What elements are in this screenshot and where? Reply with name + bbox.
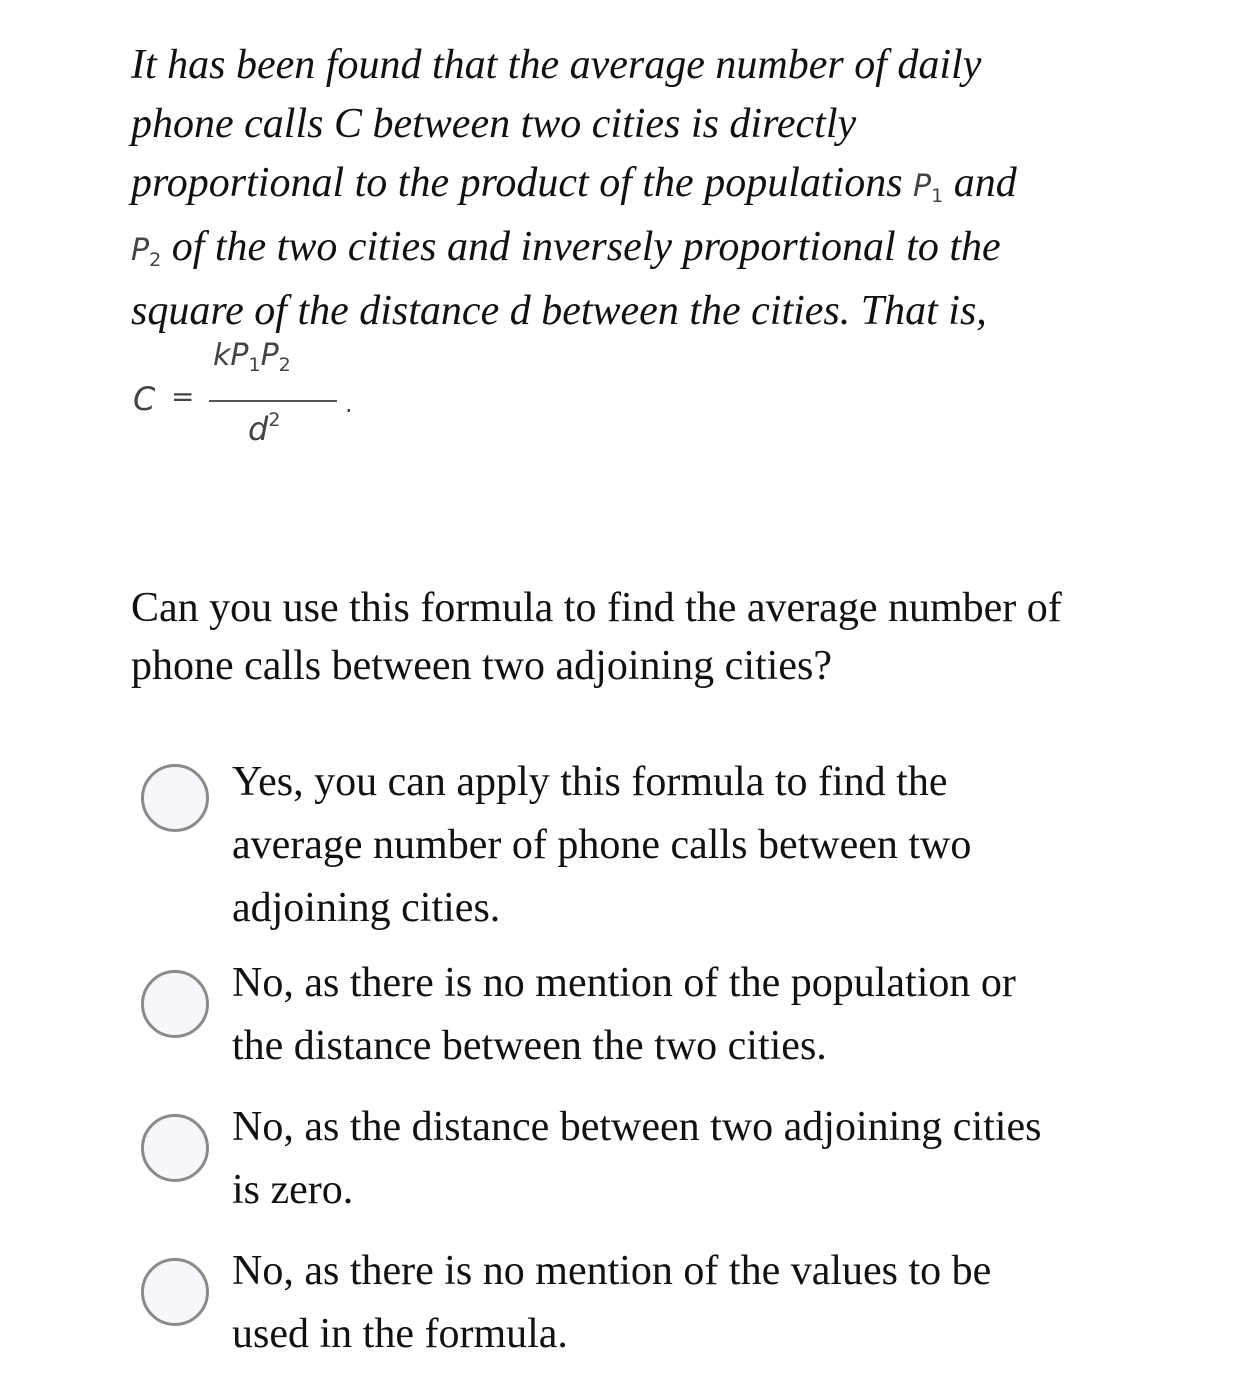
option-label[interactable]: Yes, you can apply this formula to find the average number of phone calls between two adjoining cities. xyxy=(232,759,972,931)
problem-line-text: proportional to the product of the populations xyxy=(131,160,903,206)
problem-line-text: of the two cities and inversely proportional to the xyxy=(171,224,1001,270)
formula-period: . xyxy=(345,390,353,418)
question-line: phone calls between two adjoining cities? xyxy=(131,643,832,689)
formula-equals: = xyxy=(171,380,195,413)
question-line: Can you use this formula to find the average number of xyxy=(131,585,1062,631)
variable-p2: $P_2$ xyxy=(131,233,162,271)
problem-line: It has been found that the average number of daily xyxy=(131,42,982,88)
radio-button[interactable] xyxy=(141,970,209,1038)
formula-lhs: C xyxy=(133,380,156,418)
option-label[interactable]: No, as there is no mention of the values to be used in the formula. xyxy=(232,1248,992,1357)
problem-line-text: and xyxy=(953,160,1017,206)
formula-numerator: $kP_1P_2$ xyxy=(213,338,291,376)
variable-p1: $P_1$ xyxy=(913,169,944,207)
option-label[interactable]: No, as the distance between two adjoining cities is zero. xyxy=(232,1104,1042,1213)
option-label[interactable]: No, as there is no mention of the population or the distance between the two cities. xyxy=(232,960,1016,1069)
problem-line: phone calls C between two cities is directly xyxy=(131,101,857,147)
formula-denominator: $d^2$ xyxy=(248,409,281,448)
problem-line: square of the distance d between the cities. That is, xyxy=(131,288,987,334)
radio-button[interactable] xyxy=(141,1258,209,1326)
radio-button[interactable] xyxy=(141,1114,209,1182)
radio-button[interactable] xyxy=(141,764,209,832)
